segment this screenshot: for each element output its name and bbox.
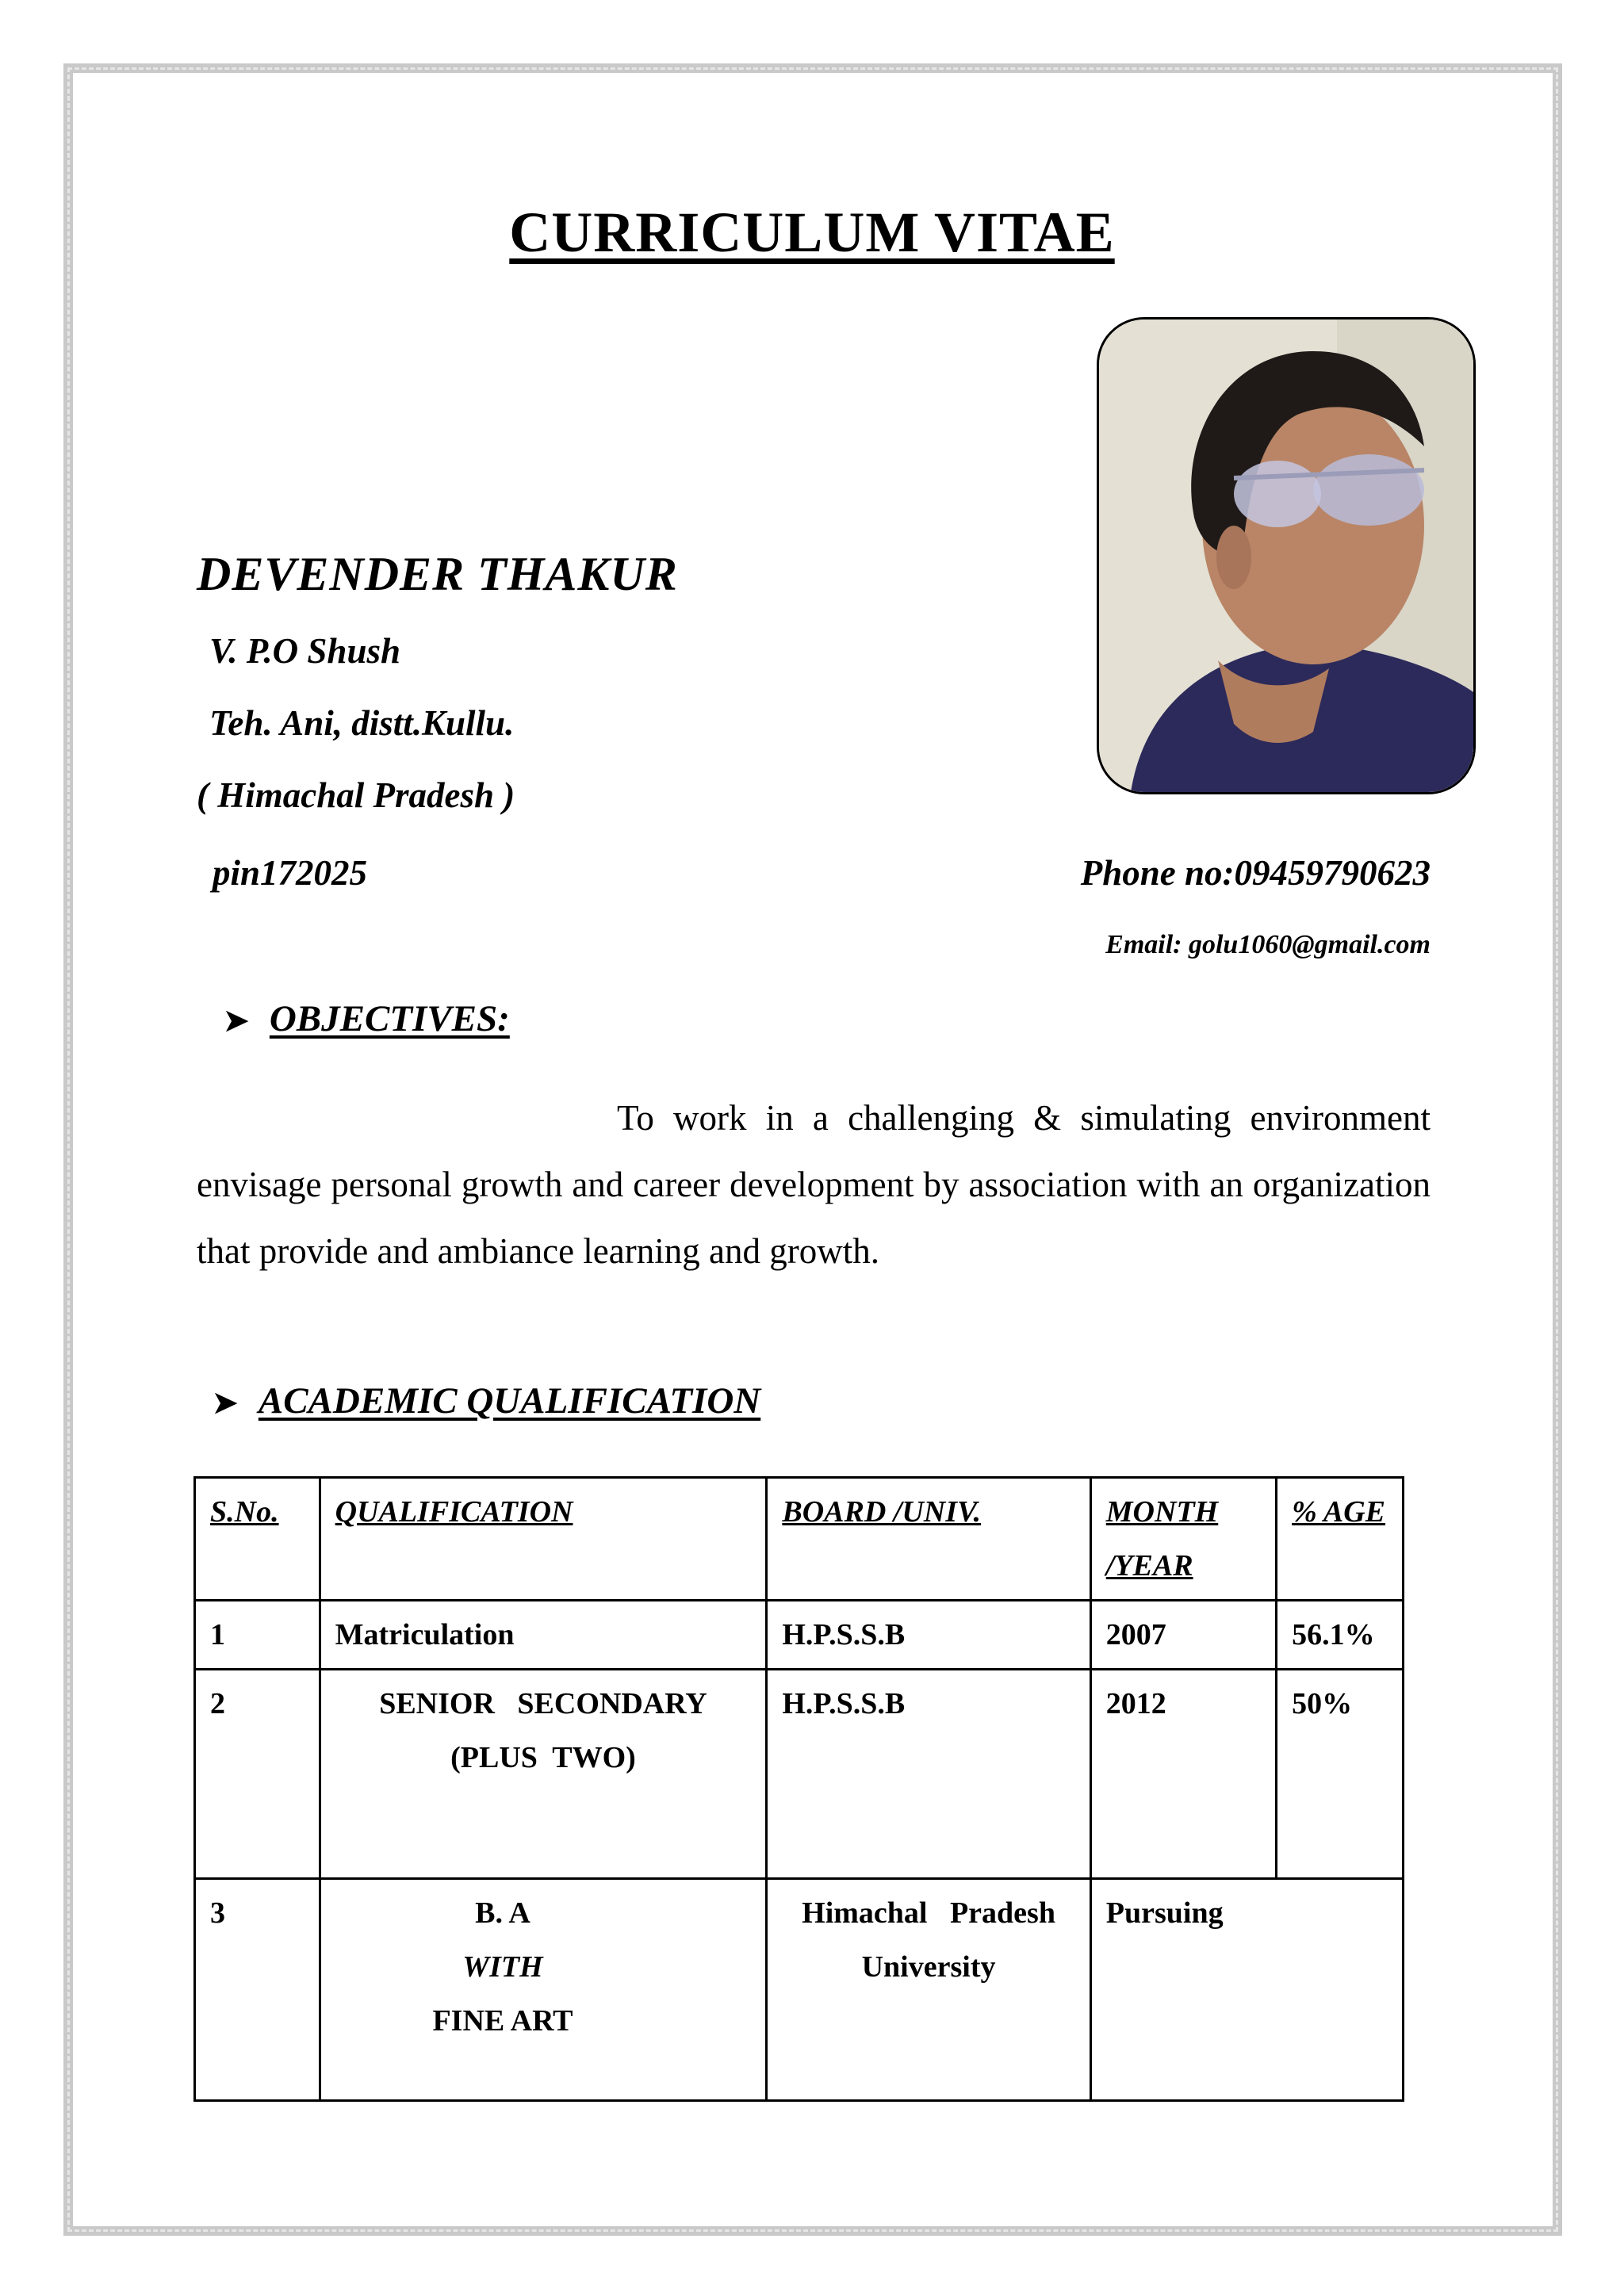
cell-board: H.P.S.S.B — [767, 1670, 1090, 1879]
person-photo-icon — [1099, 320, 1473, 792]
cell-board: H.P.S.S.B — [767, 1601, 1090, 1670]
column-header-qualification: QUALIFICATION — [320, 1478, 767, 1601]
cell-qualification: Matriculation — [320, 1601, 767, 1670]
objectives-paragraph: To work in a challenging & simulating environment envisage personal growth and career development by association with an organization that provide and ambiance learning and growth. — [197, 1098, 1431, 1271]
academic-section-header — [213, 1380, 760, 1422]
cell-year: 2007 — [1090, 1601, 1276, 1670]
cell-year: 2012 — [1090, 1670, 1276, 1879]
table-row — [195, 1601, 1404, 1670]
document-title: CURRICULUM VITAE — [509, 201, 1115, 264]
email-address: Email: golu1060@gmail.com — [1105, 930, 1431, 959]
table-row — [195, 1670, 1404, 1879]
objectives-section-header — [224, 997, 510, 1040]
address-line-3: ( Himachal Pradesh ) — [197, 775, 515, 815]
objectives-text — [197, 1085, 1431, 1284]
academic-heading: ACADEMIC QUALIFICATION — [258, 1380, 761, 1422]
profile-photo — [1097, 317, 1476, 794]
cell-qualification — [320, 1670, 767, 1879]
phone-number: Phone no:09459790623 — [1080, 853, 1431, 893]
candidate-name: DEVENDER THAKUR — [197, 548, 678, 600]
board-line: Himachal Pradesh — [802, 1896, 1055, 1930]
cell-sno: 1 — [195, 1601, 320, 1670]
pin-code: pin172025 — [213, 853, 368, 893]
qualification-line: B. A — [475, 1896, 530, 1930]
arrowhead-bullet-icon: ➤ — [213, 1387, 238, 1420]
qualification-line: FINE ART — [432, 2004, 573, 2038]
qualification-line: (PLUS TWO) — [450, 1741, 636, 1774]
cell-year: Pursuing — [1090, 1879, 1403, 2101]
cell-sno: 3 — [195, 1879, 320, 2101]
cell-sno: 2 — [195, 1670, 320, 1879]
qualification-line: WITH — [462, 1950, 543, 1984]
cell-board — [767, 1879, 1090, 2101]
cell-percentage: 56.1% — [1277, 1601, 1404, 1670]
address-line-1: V. P.O Shush — [209, 631, 401, 671]
column-header-sno: S.No. — [195, 1478, 320, 1601]
qualification-line: SENIOR SECONDARY — [379, 1687, 707, 1720]
column-header-board: BOARD /UNIV. — [767, 1478, 1090, 1601]
cell-percentage: 50% — [1277, 1670, 1404, 1879]
academic-qualification-table — [193, 1476, 1404, 2102]
address-line-2: Teh. Ani, distt.Kullu. — [209, 703, 515, 743]
arrowhead-bullet-icon: ➤ — [224, 1004, 249, 1038]
column-header-month-year: MONTH /YEAR — [1090, 1478, 1276, 1601]
table-header-row — [195, 1478, 1404, 1601]
column-header-percentage: % AGE — [1277, 1478, 1404, 1601]
cell-qualification — [320, 1879, 767, 2101]
objectives-heading: OBJECTIVES: — [269, 998, 510, 1039]
table-row — [195, 1879, 1404, 2101]
board-line: University — [861, 1950, 996, 1984]
